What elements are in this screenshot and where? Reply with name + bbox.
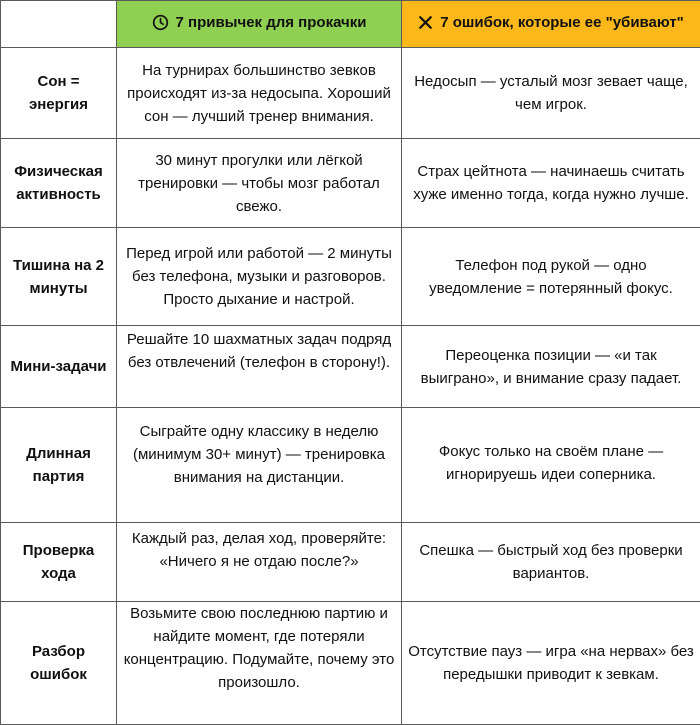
mistake-cell: Страх цейтнота — начинаешь считать хуже именно тогда, когда нужно лучше. (402, 139, 700, 228)
clock-icon (152, 14, 169, 31)
header-habits-title: 7 привычек для прокачки (176, 11, 367, 34)
mistake-cell: Спешка — быстрый ход без проверки вариантов. (402, 523, 700, 602)
habit-cell: Сыграйте одну классику в неделю (минимум 30+ минут) — тренировка внимания на дистанции. (117, 408, 402, 523)
table-row (1, 523, 700, 602)
habit-cell: 30 минут прогулки или лёгкой тренировки — чтобы мозг работал свежо. (117, 139, 402, 228)
mistake-cell: Телефон под рукой — одно уведомление = потерянный фокус. (402, 228, 700, 326)
header-mistakes-cell (402, 1, 700, 48)
row-label: Проверка хода (1, 523, 117, 602)
table-row (1, 602, 700, 725)
header-blank-cell (1, 1, 117, 48)
habit-cell: Возьмите свою последнюю партию и найдите момент, где потеряли концентрацию. Подумайте, почему это произошло. (117, 602, 402, 725)
mistake-cell: Переоценка позиции — «и так выиграно», и внимание сразу падает. (402, 326, 700, 408)
table-row (1, 139, 700, 228)
row-label: Мини-задачи (1, 326, 117, 408)
row-label: Длинная партия (1, 408, 117, 523)
table-header-row (1, 1, 700, 48)
habit-cell: Решайте 10 шахматных задач подряд без отвлечений (телефон в сторону!). (117, 326, 402, 408)
table-row (1, 48, 700, 139)
mistake-cell: Фокус только на своём плане — игнорируешь идеи соперника. (402, 408, 700, 523)
mistake-cell: Недосып — усталый мозг зевает чаще, чем игрок. (402, 48, 700, 139)
habit-cell: Каждый раз, делая ход, проверяйте: «Ничего я не отдаю после?» (117, 523, 402, 602)
table-row (1, 228, 700, 326)
row-label: Разбор ошибок (1, 602, 117, 725)
table-row (1, 326, 700, 408)
row-label: Сон = энергия (1, 48, 117, 139)
habit-cell: На турнирах большинство зевков происходят из-за недосыпа. Хороший сон — лучший тренер внимания. (117, 48, 402, 139)
habit-cell: Перед игрой или работой — 2 минуты без телефона, музыки и разговоров. Просто дыхание и настрой. (117, 228, 402, 326)
table-row (1, 408, 700, 523)
header-mistakes-title: 7 ошибок, которые ее "убивают" (440, 11, 684, 34)
header-habits-cell (117, 1, 402, 48)
mistake-cell: Отсутствие пауз — игра «на нервах» без передышки приводит к зевкам. (402, 602, 700, 725)
cross-icon (418, 15, 433, 30)
row-label: Тишина на 2 минуты (1, 228, 117, 326)
row-label: Физическая активность (1, 139, 117, 228)
